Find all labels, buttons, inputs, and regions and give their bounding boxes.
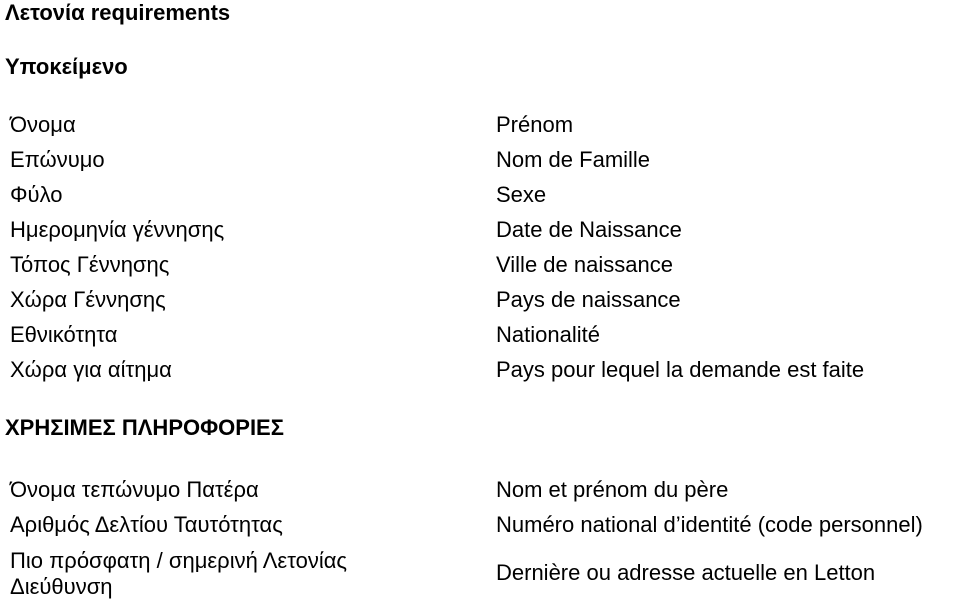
label-first-name-french: Prénom <box>496 112 574 137</box>
label-national-id-french: Numéro national d’identité (code personnel) <box>496 512 923 537</box>
label-father-name-greek: Όνομα τεπώνυμο Πατέρα <box>10 477 259 502</box>
label-address-french: Dernière ou adresse actuelle en Letton <box>496 560 876 585</box>
label-first-name-greek: Όνομα <box>10 112 76 137</box>
label-birth-country-greek: Χώρα Γέννησης <box>10 287 166 312</box>
label-request-country-french: Pays pour lequel la demande est faite <box>496 357 865 382</box>
useful-info-french-labels <box>496 478 923 596</box>
label-birth-date-greek: Ημερομηνία γέννησης <box>10 217 225 242</box>
label-birth-date-french: Date de Naissance <box>496 217 682 242</box>
section-heading-subject: Υποκείμενο <box>5 54 128 79</box>
label-nationality-greek: Εθνικότητα <box>10 322 118 347</box>
label-address-greek: Πιο πρόσφατη / σημερινή Λετονίας Διεύθυνση <box>10 548 348 599</box>
label-national-id-greek: Αριθμός Δελτίου Ταυτότητας <box>10 512 283 537</box>
label-father-name-french: Nom et prénom du père <box>496 477 729 502</box>
label-request-country-greek: Χώρα για αίτημα <box>10 357 172 382</box>
label-sex-greek: Φύλο <box>10 182 63 207</box>
section-heading-useful-info: ΧΡΗΣΙΜΕΣ ΠΛΗΡΟΦΟΡΙΕΣ <box>5 415 284 440</box>
subject-greek-labels <box>10 113 224 393</box>
label-sex-french: Sexe <box>496 182 547 207</box>
label-last-name-french: Nom de Famille <box>496 147 651 172</box>
label-birth-country-french: Pays de naissance <box>496 287 681 312</box>
useful-info-greek-labels <box>10 478 390 600</box>
page-title: Λετονία requirements <box>5 0 231 25</box>
label-last-name-greek: Επώνυμο <box>10 147 105 172</box>
subject-french-labels <box>496 113 864 393</box>
label-birth-place-greek: Τόπος Γέννησης <box>10 252 170 277</box>
label-nationality-french: Nationalité <box>496 322 600 347</box>
label-birth-place-french: Ville de naissance <box>496 252 673 277</box>
